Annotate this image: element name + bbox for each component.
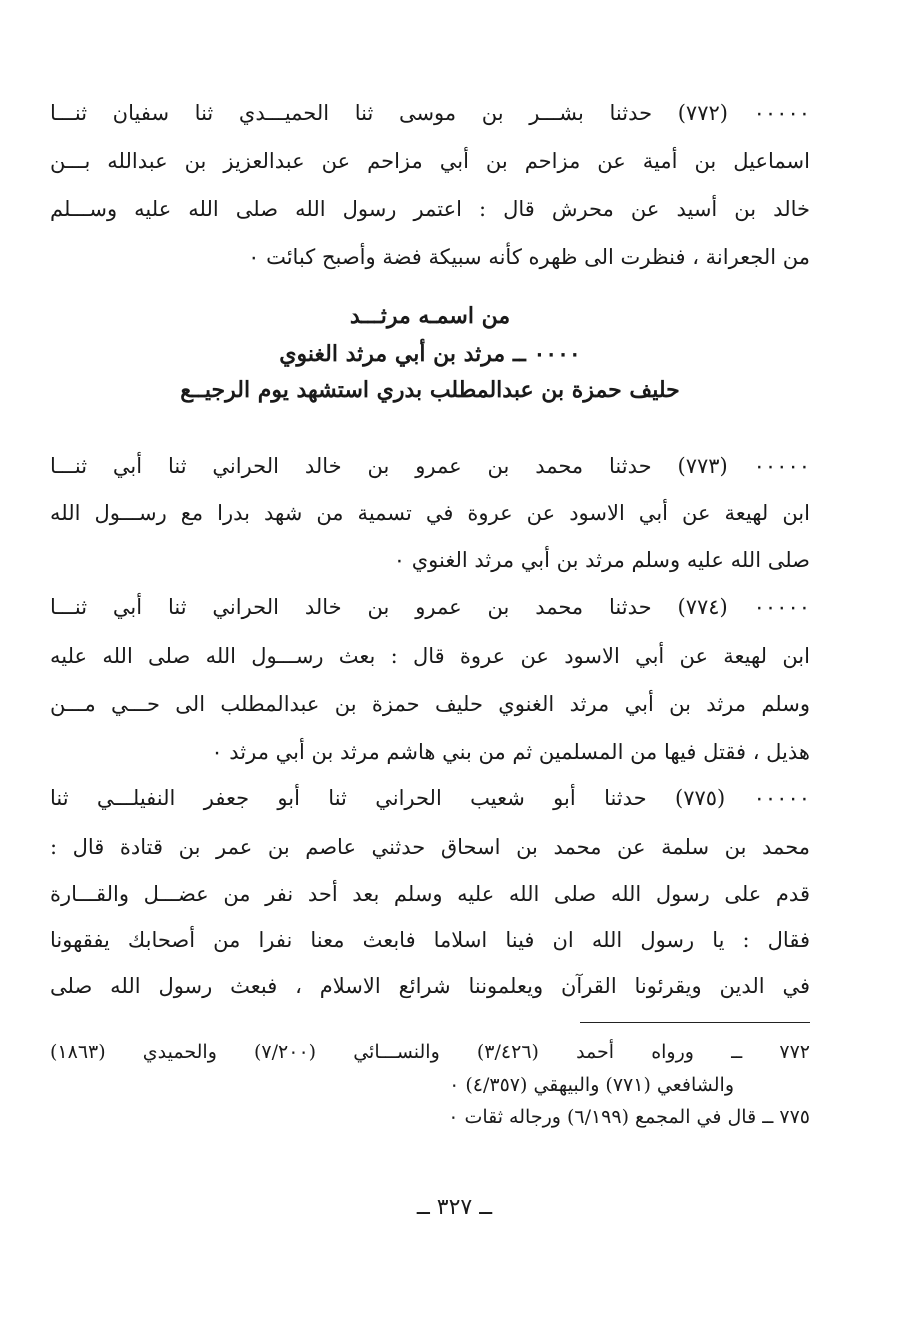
hadith-775-line-2: محمد بن سلمة عن محمد بن اسحاق حدثني عاصم بن عمر بن قتادة قال : bbox=[50, 835, 810, 859]
hadith-773-line-2: ابن لهيعة عن أبي الاسود عن عروة في تسمية من شهد بدرا مع رســـول الله bbox=[50, 501, 810, 525]
hadith-773-line-3: صلى الله عليه وسلم مرثد بن أبي مرثد الغنوي ٠ bbox=[393, 548, 810, 572]
footnote-separator bbox=[580, 1022, 810, 1023]
hadith-772-line-4: من الجعرانة ، فنظرت الى ظهره كأنه سبيكة فضة وأصبح كبائت ٠ bbox=[248, 245, 810, 269]
page-number: ــ ٣٢٧ ــ bbox=[416, 1195, 493, 1220]
hadith-772-line-1: ٠٠٠٠٠ (٧٧٢) حدثنا بشـــر بن موسى ثنا الحميـــدي ثنا سفيان ثنـــا bbox=[50, 101, 811, 125]
section-heading-name: من اسمـه مرثـــد bbox=[349, 303, 511, 329]
hadith-775-line-5: في الدين ويقرئونا القرآن ويعلموننا شرائع الاسلام ، فبعث رسول الله صلى bbox=[50, 974, 810, 998]
hadith-772-line-3: خالد بن أسيد عن محرش قال : اعتمر رسول الله صلى الله عليه وســـلم bbox=[50, 197, 810, 221]
hadith-772-line-2: اسماعيل بن أمية عن مزاحم بن أبي مزاحم عن عبدالعزيز بن عبدالله بـــن bbox=[50, 149, 810, 173]
section-heading-person: ٠٠٠٠ ــ مرثد بن أبي مرثد الغنوي bbox=[279, 341, 581, 367]
footnote-772-line-1: ٧٧٢ ــ ورواه أحمد (٣/٤٢٦) والنســـائي (٧/٢٠٠) والحميدي (١٨٦٣) bbox=[50, 1041, 810, 1063]
footnote-772-line-2: والشافعي (٧٧١) والبيهقي (٤/٣٥٧) ٠ bbox=[449, 1074, 734, 1096]
hadith-775-line-4: فقال : يا رسول الله ان فينا اسلاما فابعث معنا نفرا من أصحابك يفقهونا bbox=[50, 928, 810, 952]
hadith-774-line-3: وسلم مرثد بن أبي مرثد الغنوي حليف حمزة بن عبدالمطلب الى حـــي مـــن bbox=[50, 692, 810, 716]
hadith-773-line-1: ٠٠٠٠٠ (٧٧٣) حدثنا محمد بن عمرو بن خالد الحراني ثنا أبي ثنـــا bbox=[50, 454, 811, 478]
hadith-774-line-4: هذيل ، فقتل فيها من المسلمين ثم من بني هاشم مرثد بن أبي مرثد ٠ bbox=[211, 740, 810, 764]
footnote-775: ٧٧٥ ــ قال في المجمع (٦/١٩٩) ورجاله ثقات ٠ bbox=[448, 1106, 810, 1128]
hadith-775-line-3: قدم على رسول الله صلى الله عليه وسلم بعد أحد نفر من عضـــل والقـــارة bbox=[50, 882, 810, 906]
hadith-775-line-1: ٠٠٠٠٠ (٧٧٥) حدثنا أبو شعيب الحراني ثنا أبو جعفر النفيلـــي ثنا bbox=[50, 786, 811, 810]
hadith-774-line-1: ٠٠٠٠٠ (٧٧٤) حدثنا محمد بن عمرو بن خالد الحراني ثنا أبي ثنـــا bbox=[50, 595, 811, 619]
hadith-774-line-2: ابن لهيعة عن أبي الاسود عن عروة قال : بعث رســـول الله صلى الله عليه bbox=[50, 644, 810, 668]
section-heading-description: حليف حمزة بن عبدالمطلب بدري استشهد يوم الرجيــع bbox=[180, 377, 680, 403]
